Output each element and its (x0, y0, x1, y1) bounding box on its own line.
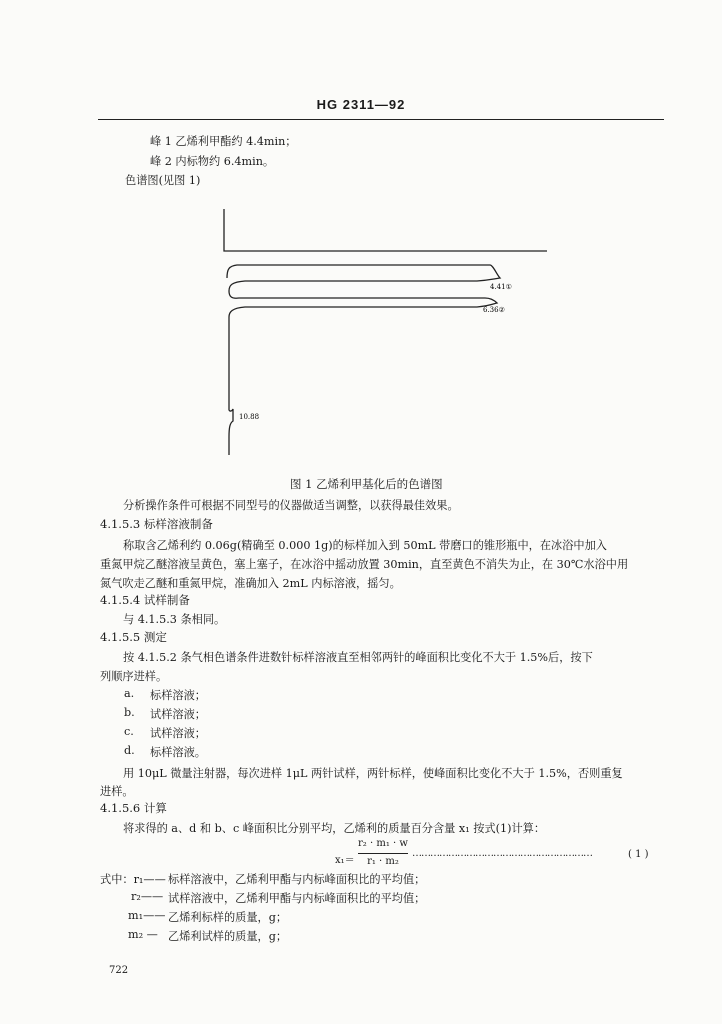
section-4155-line-1: 按 4.1.5.2 条气相色谱条件进数针标样溶液直至相邻两针的峰面积比变化不大于 1.5%后，按下 (123, 651, 593, 664)
list-item-key: b. (124, 706, 135, 719)
section-4155-line-3: 用 10μL 微量注射器，每次进样 1μL 两针试样，两针标样，使峰面积比变化不大于 1.5%，否则重复 (123, 767, 623, 780)
figure-caption: 图 1 乙烯利甲基化后的色谱图 (290, 477, 443, 491)
section-4153-line-3: 氮气吹走乙醚和重氮甲烷，准确加入 2mL 内标溶液，摇匀。 (100, 577, 401, 590)
formula-number: ( 1 ) (628, 849, 649, 860)
section-4155-title: 4.1.5.5 测定 (100, 630, 167, 644)
standard-code-header: HG 2311—92 (316, 97, 406, 112)
baseline-trace (224, 209, 547, 251)
list-item-text: 标样溶液； (150, 689, 206, 702)
where-text: 乙烯利标样的质量，g； (168, 911, 288, 924)
formula-denominator: r₁ · m₂ (367, 856, 399, 867)
section-4154-line-1: 与 4.1.5.3 条相同。 (123, 613, 226, 626)
peak-label-3: 10.88 (239, 413, 260, 421)
list-item-key: a. (124, 687, 135, 700)
page-number: 722 (109, 965, 129, 976)
section-4153-line-2: 重氮甲烷乙醚溶液呈黄色，塞上塞子，在冰浴中摇动放置 30min，直至黄色不消失为止，在 30℃水浴中用 (100, 558, 629, 571)
section-4154-title: 4.1.5.4 试样制备 (100, 593, 190, 607)
peak-1-line: 峰 1 乙烯利甲酯约 4.4min； (150, 135, 297, 148)
where-key: m₂ — (128, 928, 158, 941)
fraction-bar (358, 853, 408, 854)
peak-2-line: 峰 2 内标物约 6.4min。 (150, 155, 275, 168)
formula-leader-dots: …………………………………………………… (412, 848, 592, 859)
section-4155-line-4: 进样。 (100, 785, 134, 798)
formula-lhs: x₁＝ (335, 855, 355, 866)
list-item-text: 试样溶液； (150, 727, 206, 740)
where-key: 式中：r₁—— (100, 873, 166, 886)
list-item-key: d. (124, 744, 135, 757)
where-text: 试样溶液中，乙烯利甲酯与内标峰面积比的平均值； (168, 892, 426, 905)
where-text: 标样溶液中，乙烯利甲酯与内标峰面积比的平均值； (168, 873, 426, 886)
where-key: r₂—— (131, 890, 164, 903)
section-4153-title: 4.1.5.3 标样溶液制备 (100, 517, 213, 531)
header-rule (98, 119, 664, 120)
formula-numerator: r₂ · m₁ · w (358, 838, 408, 849)
list-item-text: 标样溶液。 (150, 746, 206, 759)
chromatogram-figure (215, 205, 560, 460)
peak-label-1: 4.41① (490, 283, 512, 291)
where-text: 乙烯利试样的质量，g； (168, 930, 288, 943)
section-4156-title: 4.1.5.6 计算 (100, 801, 167, 815)
chromatogram-trace (227, 265, 500, 455)
where-key: m₁—— (128, 909, 166, 922)
section-4153-line-1: 称取含乙烯利约 0.06g(精确至 0.000 1g)的标样加入到 50mL 带磨口的锥形瓶中，在冰浴中加入 (123, 539, 607, 552)
peak-label-2: 6.36② (483, 306, 505, 314)
section-4155-line-2: 列顺序进样。 (100, 670, 168, 683)
operating-note: 分析操作条件可根据不同型号的仪器做适当调整，以获得最佳效果。 (123, 499, 459, 512)
list-item-text: 试样溶液； (150, 708, 206, 721)
list-item-key: c. (124, 725, 134, 738)
section-4156-line-1: 将求得的 a、d 和 b、c 峰面积比分别平均，乙烯利的质量百分含量 x₁ 按式(1)计算： (123, 822, 546, 835)
chromatogram-reference: 色谱图(见图 1) (125, 174, 201, 187)
